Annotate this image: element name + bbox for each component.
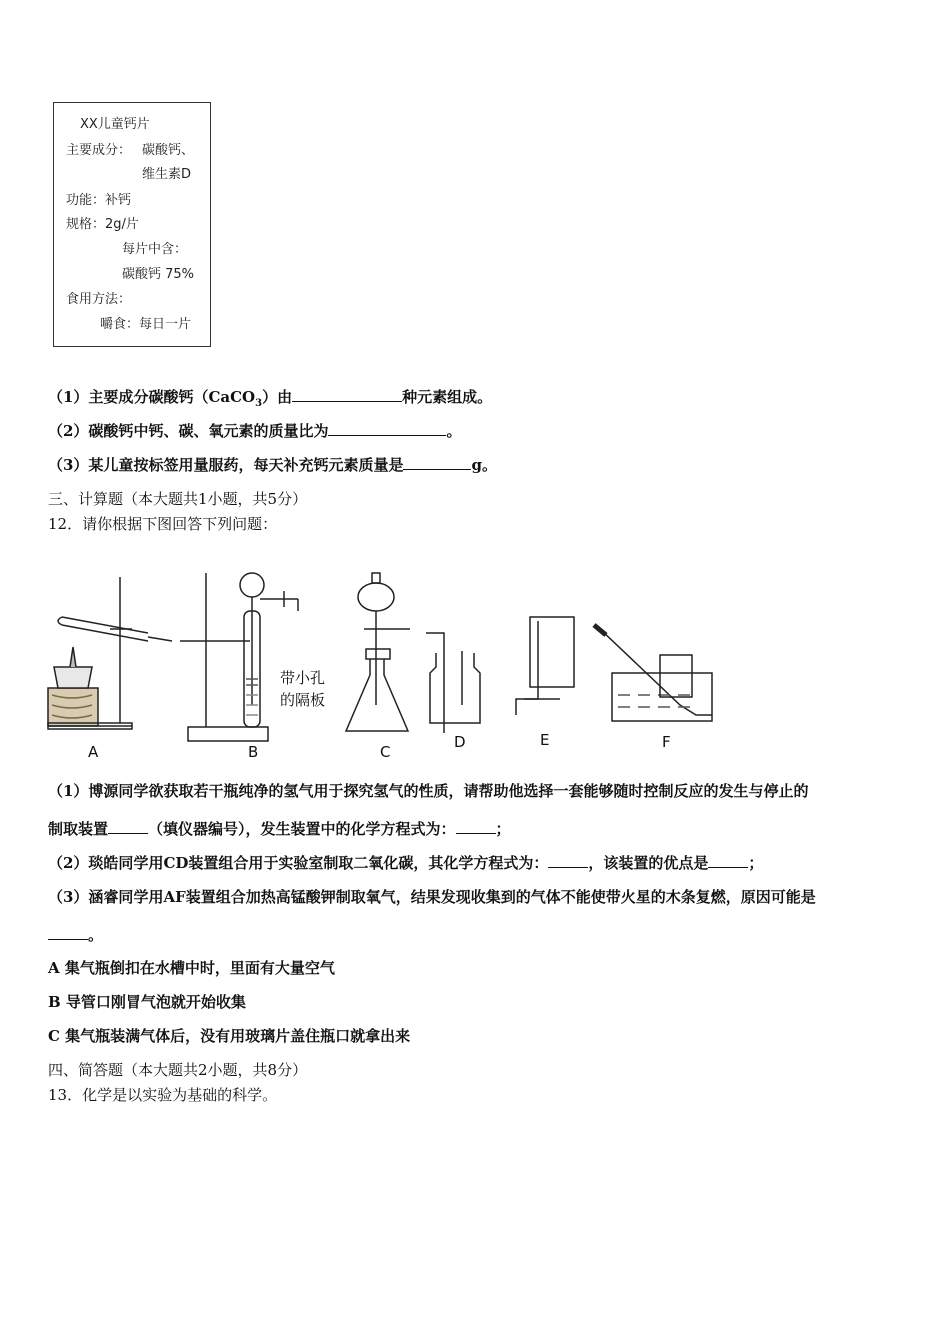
section-3-heading: 三、计算题（本大题共1小题，共5分） xyxy=(48,490,308,508)
q11-part3: （3）某儿童按标签用量服药，每天补充钙元素质量是 g。 xyxy=(48,456,497,474)
figure-label-e: E xyxy=(540,731,550,749)
q11-part1: （1）主要成分碳酸钙（CaCO$_3$）由 种元素组成。 xyxy=(48,388,493,409)
answer-blank[interactable] xyxy=(108,819,148,834)
figure-label-f: F xyxy=(662,733,671,751)
q12-part1-line2: 制取装置 （填仪器编号），发生装置中的化学方程式为： ； xyxy=(48,820,511,838)
figure-label-b: B xyxy=(248,743,259,761)
apparatus-f xyxy=(594,625,712,721)
q11-part2: （2）碳酸钙中钙、碳、氧元素的质量比为 。 xyxy=(48,422,462,440)
answer-blank[interactable] xyxy=(328,421,446,436)
label-usage: 嚼食：每日一片 xyxy=(100,317,192,332)
q12-stem: 12．请你根据下图回答下列问题： xyxy=(48,515,278,533)
apparatus-c xyxy=(346,573,410,731)
label-usage-label: 食用方法： xyxy=(66,292,132,307)
label-ingredients-2: 维生素D xyxy=(142,167,192,182)
q13-stem: 13．化学是以实验为基础的科学。 xyxy=(48,1086,278,1104)
q12-option-a: A 集气瓶倒扣在水槽中时，里面有大量空气 xyxy=(48,959,335,977)
product-label-box xyxy=(53,102,211,347)
apparatus-b xyxy=(180,573,298,741)
answer-blank[interactable] xyxy=(456,819,496,834)
apparatus-d xyxy=(426,633,480,733)
figure-label-c: C xyxy=(380,743,391,761)
q12-option-c: C 集气瓶装满气体后，没有用玻璃片盖住瓶口就拿出来 xyxy=(48,1027,411,1045)
q12-part1-line1: （1）博源同学欲获取若干瓶纯净的氢气用于探究氢气的性质，请帮助他选择一套能够随时控制反应的发生与停止的 xyxy=(48,782,809,800)
label-spec: 规格：2g/片 xyxy=(66,217,139,232)
figure-partition-label-1: 带小孔 xyxy=(280,669,326,687)
label-title: XX儿童钙片 xyxy=(80,117,150,132)
q12-part2: （2）琰皓同学用CD装置组合用于实验室制取二氧化碳，其化学方程式为： ，该装置的优点是 ； xyxy=(48,854,764,872)
label-ingredients-label: 主要成分： xyxy=(66,143,132,158)
apparatus-a xyxy=(48,577,172,729)
figure-partition-label-2: 的隔板 xyxy=(280,691,326,709)
answer-blank[interactable] xyxy=(48,925,88,940)
q12-part3-line1: （3）涵睿同学用AF装置组合加热高锰酸钾制取氧气，结果发现收集到的气体不能使带火星的木条复燃，原因可能是 xyxy=(48,888,816,906)
apparatus-e xyxy=(516,617,574,715)
answer-blank[interactable] xyxy=(708,853,748,868)
answer-blank[interactable] xyxy=(403,455,471,470)
label-caco3-content: 碳酸钙 75% xyxy=(122,267,195,282)
answer-blank[interactable] xyxy=(292,387,402,402)
figure-label-d: D xyxy=(454,733,466,751)
answer-blank[interactable] xyxy=(548,853,588,868)
q12-option-b: B 导管口刚冒气泡就开始收集 xyxy=(48,993,246,1011)
section-4-heading: 四、简答题（本大题共2小题，共8分） xyxy=(48,1061,308,1079)
figure-label-a: A xyxy=(88,743,99,761)
label-function: 功能：补钙 xyxy=(66,193,132,208)
q12-part3-line2: 。 xyxy=(48,924,103,945)
apparatus-figure xyxy=(40,555,740,765)
label-per-tablet: 每片中含： xyxy=(122,242,188,257)
label-ingredients-1: 碳酸钙、 xyxy=(142,143,195,158)
